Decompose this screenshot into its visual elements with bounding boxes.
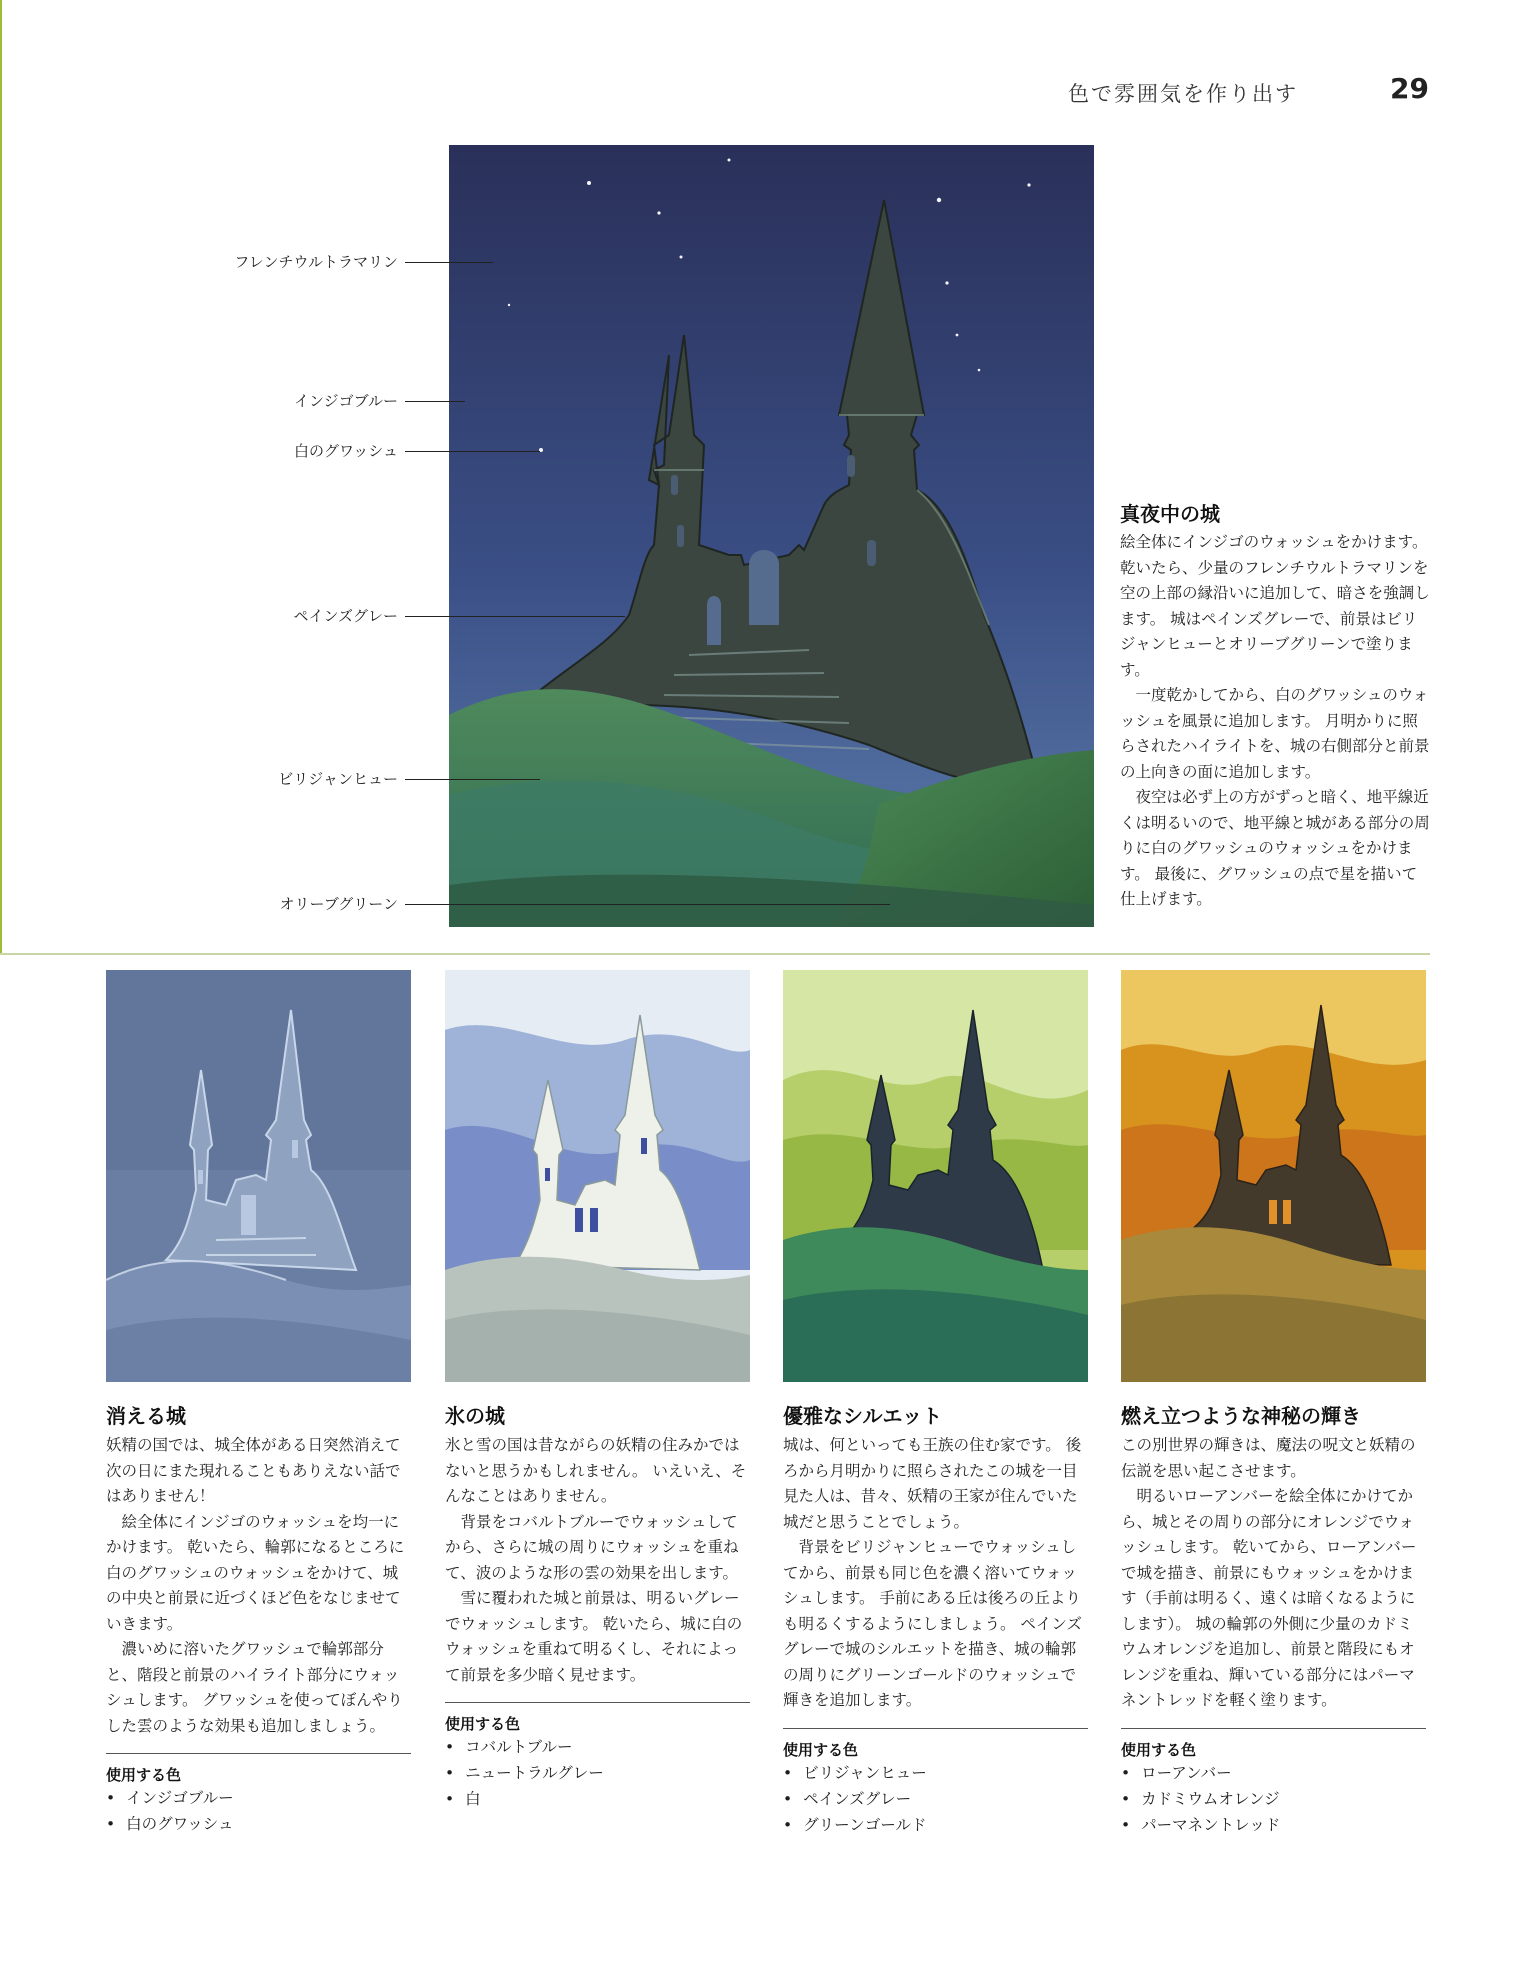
left-accent-rule [0, 0, 2, 955]
color-item: • ビリジャンヒュー [783, 1760, 1088, 1786]
colors-used-list [783, 1760, 1088, 1838]
main-paragraph: 夜空は必ず上の方がずっと暗く、地平線近くは明るいので、地平線と城がある部分の周りに白のグワッシュのウォッシュをかけます。 最後に、グワッシュの点で星を描いて仕上げます。 [1120, 788, 1430, 908]
column-paragraph: 氷と雪の国は昔ながらの妖精の住みかではないと思うかもしれません。 いえいえ、そんなことはありません。 [445, 1436, 747, 1505]
column-paragraph: 妖精の国では、城全体がある日突然消えて次の日にまた現れることもありえない話ではありません！ [106, 1436, 401, 1505]
column-paragraph: 背景をコバルトブルーでウォッシュしてから、さらに城の周りにウォッシュを重ねて、波のような形の雲の効果を出します。 [445, 1512, 739, 1582]
column-body [783, 1433, 1088, 1714]
column-body [1121, 1433, 1426, 1714]
main-title: 真夜中の城 [1120, 502, 1220, 526]
divider-rule [1121, 1728, 1426, 1729]
color-item: • インジゴブルー [106, 1785, 411, 1811]
divider-rule [445, 1702, 750, 1703]
column-title: 優雅なシルエット [783, 1404, 943, 1428]
leader-line [405, 616, 625, 617]
column-paragraph: 絵全体にインジゴのウォッシュを均一にかけます。 乾いたら、輪郭になるところに白のグワッシュのウォッシュをかけて、城の中央と前景に近づくほど色をなじませていきます。 [106, 1512, 405, 1633]
column-title: 燃え立つような神秘の輝き [1121, 1404, 1361, 1428]
thumbnail-ice-castle [445, 970, 750, 1382]
main-paragraph: 絵全体にインジゴのウォッシュをかけます。 乾いたら、少量のフレンチウルトラマリンを空の上部の縁沿いに追加して、暗さを強調します。 城はペインズグレーで、前景はビリジャンヒューとオリーブグリーンで塗ります。 [1120, 533, 1430, 679]
column-paragraph: 濃いめに溶いたグワッシュで輪郭部分と、階段と前景のハイライト部分にウォッシュします。 グワッシュを使ってぼんやりした雲のような効果も追加しましょう。 [106, 1640, 403, 1735]
label-french-ultramarine: フレンチウルトラマリン [234, 253, 398, 271]
color-item: • ペインズグレー [783, 1786, 1088, 1812]
colors-used-label: 使用する色 [783, 1740, 859, 1759]
label-viridian-hue: ビリジャンヒュー [278, 770, 398, 788]
column-body [106, 1433, 411, 1739]
color-item: • グリーンゴールド [783, 1812, 1088, 1838]
color-item: • パーマネントレッド [1121, 1812, 1426, 1838]
column-vanishing-castle [106, 1400, 411, 1837]
main-paragraph: 一度乾かしてから、白のグワッシュのウォッシュを風景に追加します。 月明かりに照らされたハイライトを、城の右側部分と前景の上向きの面に追加します。 [1120, 686, 1430, 781]
label-indigo-blue: インジゴブルー [293, 392, 398, 410]
leader-line [405, 779, 540, 780]
color-item: • 白 [445, 1786, 750, 1812]
label-olive-green: オリーブグリーン [279, 895, 398, 913]
leader-line [405, 904, 890, 905]
colors-used-list [445, 1734, 750, 1812]
colors-used-label: 使用する色 [106, 1766, 182, 1784]
label-paynes-grey: ペインズグレー [293, 607, 398, 625]
column-paragraph: 城は、何といっても王族の住む家です。 後ろから月明かりに照らされたこの城を一目見た人は、昔々、妖精の王家が住んでいた城だと思うことでしょう。 [783, 1436, 1082, 1531]
column-paragraph: 明るいローアンバーを絵全体にかけてから、城とその周りの部分にオレンジでウォッシュします。 乾いてから、ローアンバーで城を描き、前景にもウォッシュをかけます（手前は明るく、遠くは暗くなるようにします）。 城の輪郭の外側に少量のカドミウムオレンジを追加し、前景と階段にもオレンジを重ね、輝いている部分にはパーマネントレッドを軽く塗ります。 [1121, 1487, 1417, 1709]
divider-rule [106, 1753, 411, 1754]
color-item: • ニュートラルグレー [445, 1760, 750, 1786]
section-divider [0, 953, 1430, 955]
colors-used-list [106, 1785, 411, 1837]
running-title: 色で雰囲気を作り出す [1068, 82, 1298, 106]
column-title: 氷の城 [445, 1404, 505, 1428]
color-item: • 白のグワッシュ [106, 1811, 411, 1837]
colors-used-label: 使用する色 [445, 1715, 521, 1733]
color-item: • ローアンバー [1121, 1760, 1426, 1786]
column-paragraph: 背景をビリジャンヒューでウォッシュしてから、前景も同じ色を濃く溶いてウォッシュします。 手前にある丘は後ろの丘よりも明るくするようにしましょう。 ペインズグレーで城のシルエットを描き、城の輪郭の周りにグリーンゴールドのウォッシュで輝きを追加します。 [783, 1538, 1082, 1709]
label-white-gouache: 白のグワッシュ [294, 442, 398, 460]
column-paragraph: この別世界の輝きは、魔法の呪文と妖精の伝説を思い起こさせます。 [1121, 1436, 1416, 1480]
color-item: • コバルトブルー [445, 1734, 750, 1760]
column-paragraph: 雪に覆われた城と前景は、明るいグレーでウォッシュします。 乾いたら、城に白のウォッシュを重ねて明るくし、それによって前景を多少暗く見せます。 [445, 1589, 743, 1684]
column-blazing-glow [1121, 1400, 1426, 1838]
column-elegant-silhouette [783, 1400, 1088, 1838]
leader-line [405, 401, 465, 402]
page-number: 29 [1390, 72, 1429, 105]
leader-line [405, 451, 540, 452]
column-ice-castle [445, 1400, 750, 1812]
color-item: • カドミウムオレンジ [1121, 1786, 1426, 1812]
column-title: 消える城 [106, 1404, 186, 1428]
thumbnail-vanishing-castle [106, 970, 411, 1382]
thumbnail-elegant-silhouette [783, 970, 1088, 1382]
divider-rule [783, 1728, 1088, 1729]
column-body [445, 1433, 750, 1688]
leader-line [405, 262, 493, 263]
colors-used-list [1121, 1760, 1426, 1838]
main-description [1120, 530, 1432, 913]
thumbnail-blazing-glow [1121, 970, 1426, 1382]
colors-used-label: 使用する色 [1121, 1740, 1197, 1759]
main-painting-midnight-castle [449, 145, 1094, 927]
